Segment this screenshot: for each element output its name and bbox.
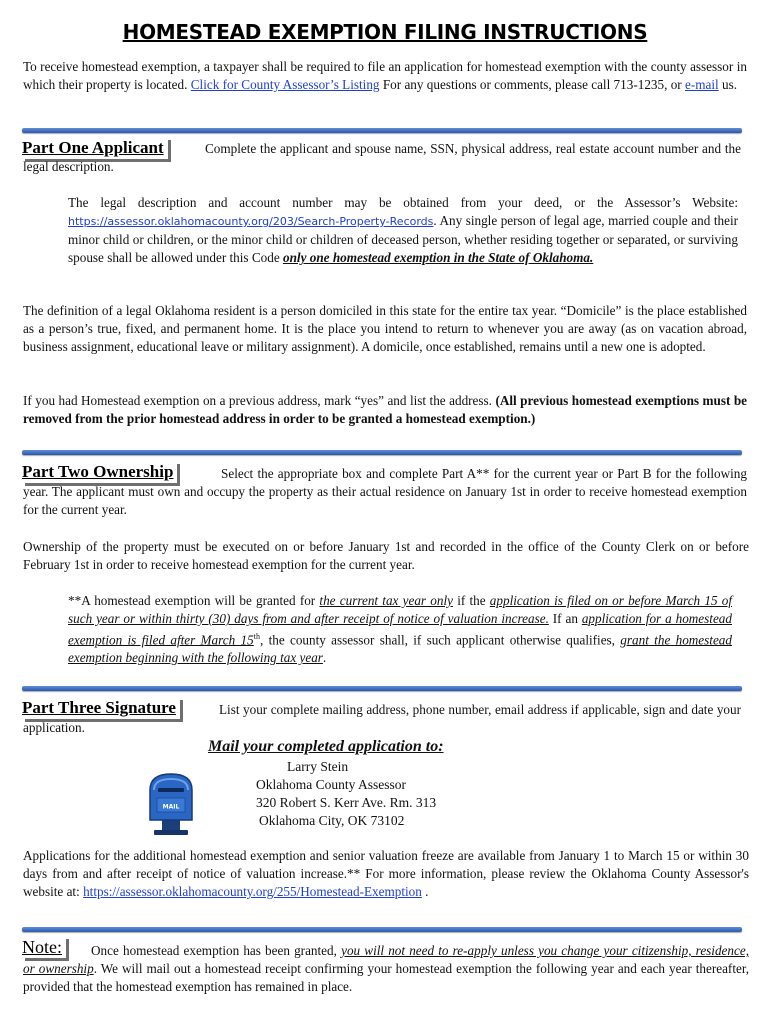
intro-paragraph — [23, 58, 747, 94]
superscript: th — [253, 632, 260, 641]
intro-contact-text: For any questions or comments, please call 713-1235, or — [382, 77, 682, 92]
section-divider-2 — [22, 450, 742, 455]
legal-emphasis: only one homestead exemption in the State of Oklahoma. — [283, 250, 594, 265]
homestead-exemption-link[interactable]: https://assessor.oklahomacounty.org/255/Homestead-Exemption — [83, 884, 422, 899]
mail-address-line-4: Oklahoma City, OK 73102 — [259, 813, 405, 828]
legal-description-paragraph — [68, 194, 738, 267]
note-intro-text: Once homestead exemption has been granted, — [91, 943, 337, 958]
note-text: , the county assessor shall, if such applicant otherwise qualifies, — [259, 632, 615, 648]
section-divider-4 — [22, 927, 742, 932]
part-one-heading: Part One Applicant — [22, 137, 168, 159]
mail-address-line-2: Oklahoma County Assessor — [256, 777, 406, 792]
current-year-note-paragraph — [68, 592, 732, 667]
previous-address-text: If you had Homestead exemption on a previous address, mark “yes” and list the address. — [23, 393, 492, 408]
note-underline: the current tax year only — [319, 593, 453, 608]
previous-address-paragraph — [23, 392, 747, 428]
part-two-text: Select the appropriate box and complete Part A** for the current year or Part B for the following year. The applicant must own and occupy the property as their actual residence on January 1st in order to receive homestead exemption for the current year. — [23, 466, 747, 517]
note-paragraph — [23, 942, 749, 996]
email-link[interactable]: e-mail — [684, 77, 719, 92]
note-emphasis: you will not need to re-apply unless you change your citizenship, residence, or ownership — [23, 943, 750, 976]
county-assessor-listing-link[interactable]: Click for County Assessor’s Listing — [190, 77, 380, 92]
note-text: . — [322, 650, 327, 666]
note-underline: grant the homestead exemption beginning with the following tax year — [68, 632, 732, 666]
applications-text: Applications for the additional homestead exemption and senior valuation freeze are available from January 1 to March 15 or within 30 days from and after receipt of notice of valuation increase.** For more information, please review the Oklahoma County Assessor's website at: — [23, 848, 749, 899]
applications-paragraph — [23, 847, 749, 901]
mail-heading: Mail your completed application to: — [208, 738, 444, 755]
search-property-records-link[interactable]: https://assessor.oklahomacounty.org/203/Search-Property-Records — [68, 215, 434, 228]
part-three-heading: Part Three Signature — [22, 697, 180, 719]
legal-text: The legal description and account number may be obtained from your deed, or the Assessor’s Website: — [68, 195, 738, 210]
part-two-heading: Part Two Ownership — [22, 461, 177, 483]
note-underline: application is filed on or before March 15 of such year or within thirty (30) days from and after receipt of notice of valuation increase. — [68, 593, 733, 626]
section-divider-3 — [22, 686, 742, 691]
intro-end-text: us. — [721, 77, 737, 92]
applications-end-text: . — [425, 884, 429, 899]
note-heading: Note: — [22, 936, 66, 958]
intro-text: To receive homestead exemption, a taxpayer shall be required to file an application for homestead exemption with the county assessor in which their property is located. — [23, 59, 747, 92]
mailbox-icon — [148, 770, 194, 836]
mail-address-line-1: Larry Stein — [287, 759, 349, 774]
part-one-text: Complete the applicant and spouse name, SSN, physical address, real estate account number and the legal description. — [23, 141, 741, 174]
note-text: **A homestead exemption will be granted for — [68, 593, 316, 608]
note-end-text: . We will mail out a homestead receipt confirming your homestead exemption the following year and each year thereafter, provided that the homestead exemption has remained in place. — [23, 961, 749, 994]
part-three-text: List your complete mailing address, phone number, email address if applicable, sign and date your application. — [23, 702, 741, 735]
note-text: if the — [457, 593, 486, 608]
resident-definition-paragraph: The definition of a legal Oklahoma resident is a person domiciled in this state for the entire tax year. “Domicile” is the place established as a person’s true, fixed, and permanent home. It is the place you intend to return to whenever you are away (as on vacation abroad, business assignment, educational leave or military assignment). A domicile, once established, remains until a new one is adopted. — [23, 303, 747, 354]
legal-text-continued: . Any single person of legal age, married couple and their minor child or children, or the minor child or children of deceased person, whether residing together or separated, or surviving spouse shall be allowed under this Code — [68, 213, 738, 265]
section-divider-1 — [22, 128, 742, 133]
ownership-paragraph: Ownership of the property must be executed on or before January 1st and recorded in the office of the County Clerk on or before February 1st in order to receive homestead exemption for the current year. — [23, 539, 749, 572]
mailbox-label: MAIL — [162, 803, 180, 811]
previous-address-bold: (All previous homestead exemptions must be removed from the prior homestead address in order to be granted a homestead exemption.) — [23, 393, 748, 426]
mail-address-line-3: 320 Robert S. Kerr Ave. Rm. 313 — [256, 795, 437, 810]
note-text: If an — [552, 611, 578, 626]
note-underline: application for a homestead exemption is filed after March 15 — [68, 611, 732, 648]
page-title: HOMESTEAD EXEMPTION FILING INSTRUCTIONS — [122, 20, 648, 44]
